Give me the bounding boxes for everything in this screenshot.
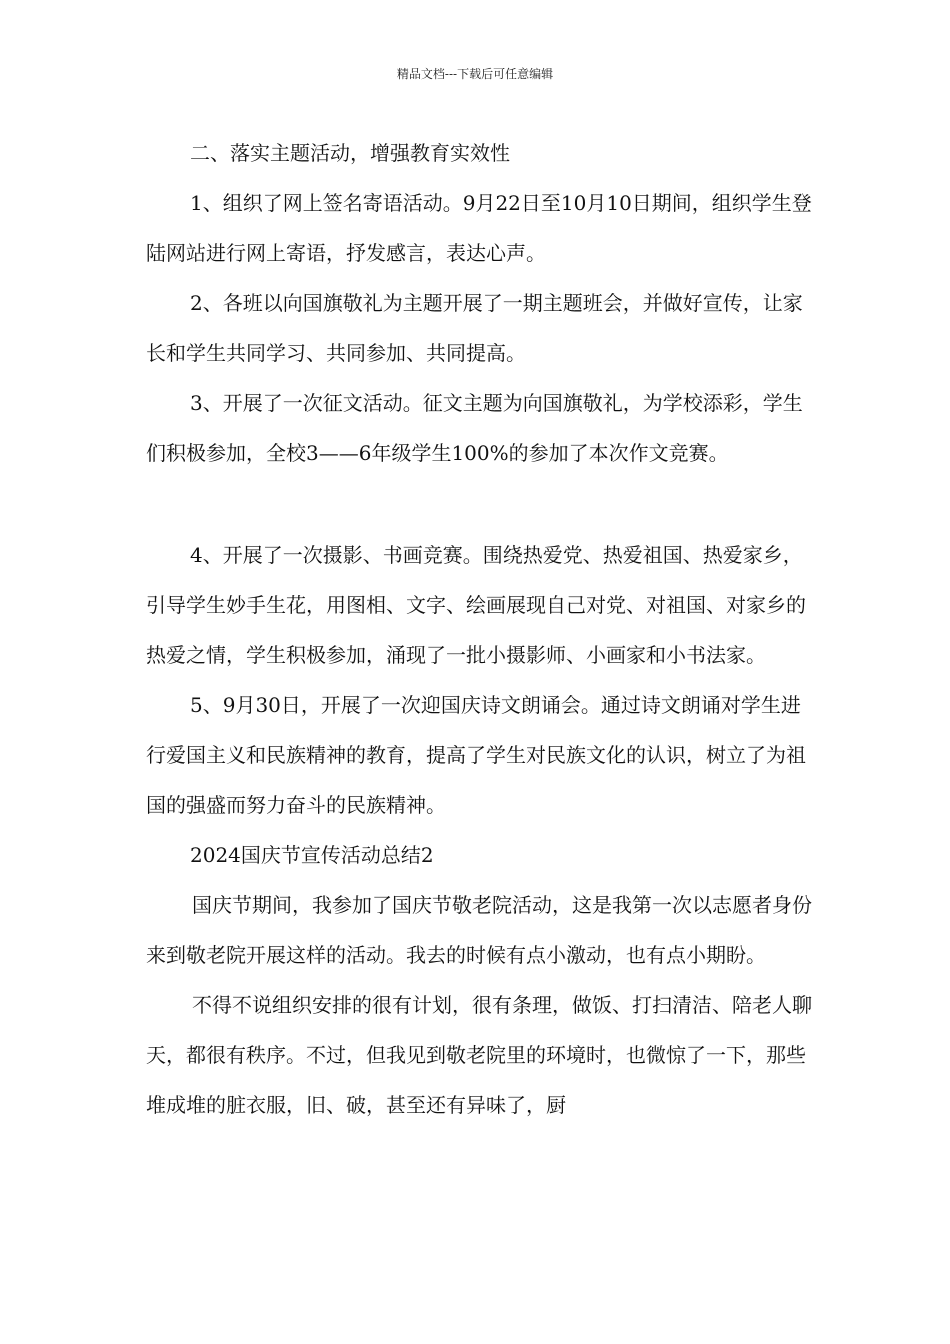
summary-title: 2024国庆节宣传活动总结2 xyxy=(190,843,434,867)
paragraph-3: 3、开展了一次征文活动。征文主题为向国旗敬礼，为学校添彩，学生们积极参加，全校3——6年级学生100%的参加了本次作文竞赛。 xyxy=(146,391,803,465)
paragraph-4: 4、开展了一次摄影、书画竞赛。围绕热爱党、热爱祖国、热爱家乡，引导学生妙手生花，用图相、文字、绘画展现自己对党、对祖国、对家乡的热爱之情，学生积极参加，涌现了一批小摄影师、小画家和小书法家。 xyxy=(146,543,806,667)
page-header: 精品文档---下载后可任意编辑 xyxy=(396,67,554,81)
blank-line xyxy=(146,478,816,530)
paragraph-1: 1、组织了网上签名寄语活动。9月22日至10月10日期间，组织学生登陆网站进行网上寄语，抒发感言，表达心声。 xyxy=(146,191,812,265)
document-body xyxy=(146,128,816,1130)
paragraph-5: 5、9月30日，开展了一次迎国庆诗文朗诵会。通过诗文朗诵对学生进行爱国主义和民族精神的教育，提高了学生对民族文化的认识，树立了为祖国的强盛而努力奋斗的民族精神。 xyxy=(146,693,806,817)
paragraph-6: 国庆节期间，我参加了国庆节敬老院活动，这是我第一次以志愿者身份来到敬老院开展这样的活动。我去的时候有点小激动，也有点小期盼。 xyxy=(146,893,812,967)
paragraph-2: 2、各班以向国旗敬礼为主题开展了一期主题班会，并做好宣传，让家长和学生共同学习、共同参加、共同提高。 xyxy=(146,291,803,365)
paragraph-7: 不得不说组织安排的很有计划，很有条理，做饭、打扫清洁、陪老人聊天，都很有秩序。不过，但我见到敬老院里的环境时，也微惊了一下，那些堆成堆的脏衣服，旧、破，甚至还有异味了，厨 xyxy=(146,993,812,1117)
section-heading: 二、落实主题活动，增强教育实效性 xyxy=(190,141,510,165)
